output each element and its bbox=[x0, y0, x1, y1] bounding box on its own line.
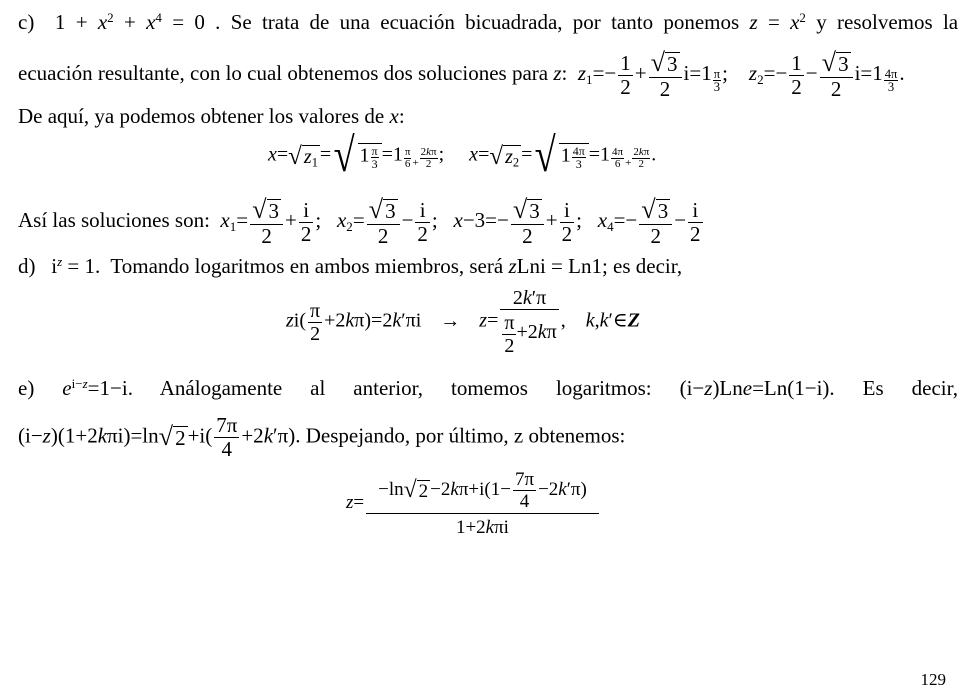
part-d-line-1: d) $i^z = 1$. Tomando logaritmos en ambos miembros, será zLni = Ln1; es decir, bbox=[18, 253, 683, 278]
z1-solution: $z_1=-$ $\frac{1}{2}$ + $\frac{√3}{2}$ i=1 $\frac{\pi}{3}$ ; bbox=[577, 48, 728, 102]
part-c-line-2: ecuación resultante, con lo cual obtenemos dos soluciones para z: $z_1=-$ $\frac{1}{2}$ + $\frac{√3}{2}$ i=1 $\frac{\pi}{3}$ ; $z_2=-$ $\frac{1}{2}$ − $\frac{√3}{2}$ i=1 $\frac{4\pi}{3}$ . bbox=[18, 48, 905, 102]
substitution: $z = x^2$ bbox=[749, 9, 806, 34]
part-e-text-1: Análogamente al anterior, tomemos logaritmos: bbox=[159, 376, 652, 400]
x1-solution: $x_1=$ $\frac{√3}{2}$ + $\frac{i}{2}$ ; bbox=[220, 195, 322, 249]
part-c-intro-1: Se trata de una ecuación bicuadrada, por tanto ponemos bbox=[230, 10, 740, 34]
part-c-line-3: De aquí, ya podemos obtener los valores de x: bbox=[18, 104, 405, 128]
part-c-line-1 bbox=[18, 9, 959, 34]
solutions-label: Así las soluciones son: bbox=[18, 207, 210, 232]
page-number: 129 bbox=[920, 670, 946, 689]
part-d-text: Tomando logaritmos en ambos miembros, será bbox=[110, 254, 504, 278]
part-e-line-1: e) $e^{i-z}=1-i$. Análogamente al anterior, tomemos logaritmos: (i−z)Lne=Ln(1−i). Es decir, bbox=[18, 375, 959, 400]
biquadratic-equation: $1 + x^2 + x^4 = 0$ . bbox=[54, 9, 221, 34]
part-c-intro-2: y resolvemos la bbox=[816, 10, 959, 34]
final-z-formula: z= −ln√ 2 −2kπ+i(1− $\frac{7\pi}{4}$ −2k′π) 1+2kπi bbox=[346, 470, 601, 537]
part-c-label: c) bbox=[18, 10, 35, 34]
part-c-line-2-text: ecuación resultante, con lo cual obtenemos dos soluciones para bbox=[18, 60, 549, 85]
x2-solution: $x_2=$ $\frac{√3}{2}$ − $\frac{i}{2}$ ; bbox=[336, 195, 438, 249]
solutions-line bbox=[18, 197, 705, 247]
x-values-equation: x=√ $z_1$ =√ 1 $\frac{\pi}{3}$ =1 $\frac{\pi}{6}$ $_+$ $\frac{2k\pi}{2}$ ; x=√ $z_2$ =√ 1 $\frac{4\pi}{3}$ =1 $\frac{4\pi}{6}$ $_+$ $\frac{2k\pi}{2}$ . bbox=[268, 129, 657, 182]
part-c-line-3-text: De aquí, ya podemos obtener los valores de bbox=[18, 104, 385, 128]
part-e-text-3: Despejando, por último, z obtenemos: bbox=[305, 423, 626, 448]
part-e-text-2: Es decir, bbox=[862, 376, 959, 400]
part-d-text-2: es decir, bbox=[613, 254, 683, 278]
part-d-label: d) bbox=[18, 254, 36, 278]
part-d-equation: zi( $\frac{\pi}{2}$ +2kπ)=2k′πi → z= 2k′π $\frac{\pi}{2}$ +2kπ , k,k′∈Z bbox=[286, 287, 640, 357]
x3-solution: x−3=− $\frac{√3}{2}$ + $\frac{i}{2}$ ; bbox=[453, 195, 582, 249]
part-e-label: e) bbox=[18, 376, 35, 400]
x4-solution: $x_4=-$ $\frac{√3}{2}$ − $\frac{i}{2}$ bbox=[597, 195, 701, 249]
z2-solution: $z_2=-$ $\frac{1}{2}$ − $\frac{√3}{2}$ i=1 $\frac{4\pi}{3}$ . bbox=[748, 48, 905, 102]
part-e-line-2: (i−z)(1+2kπi)=ln√2+i( $\frac{7\pi}{4}$ +2k′π). Despejando, por último, z obtenemos: bbox=[18, 413, 626, 461]
